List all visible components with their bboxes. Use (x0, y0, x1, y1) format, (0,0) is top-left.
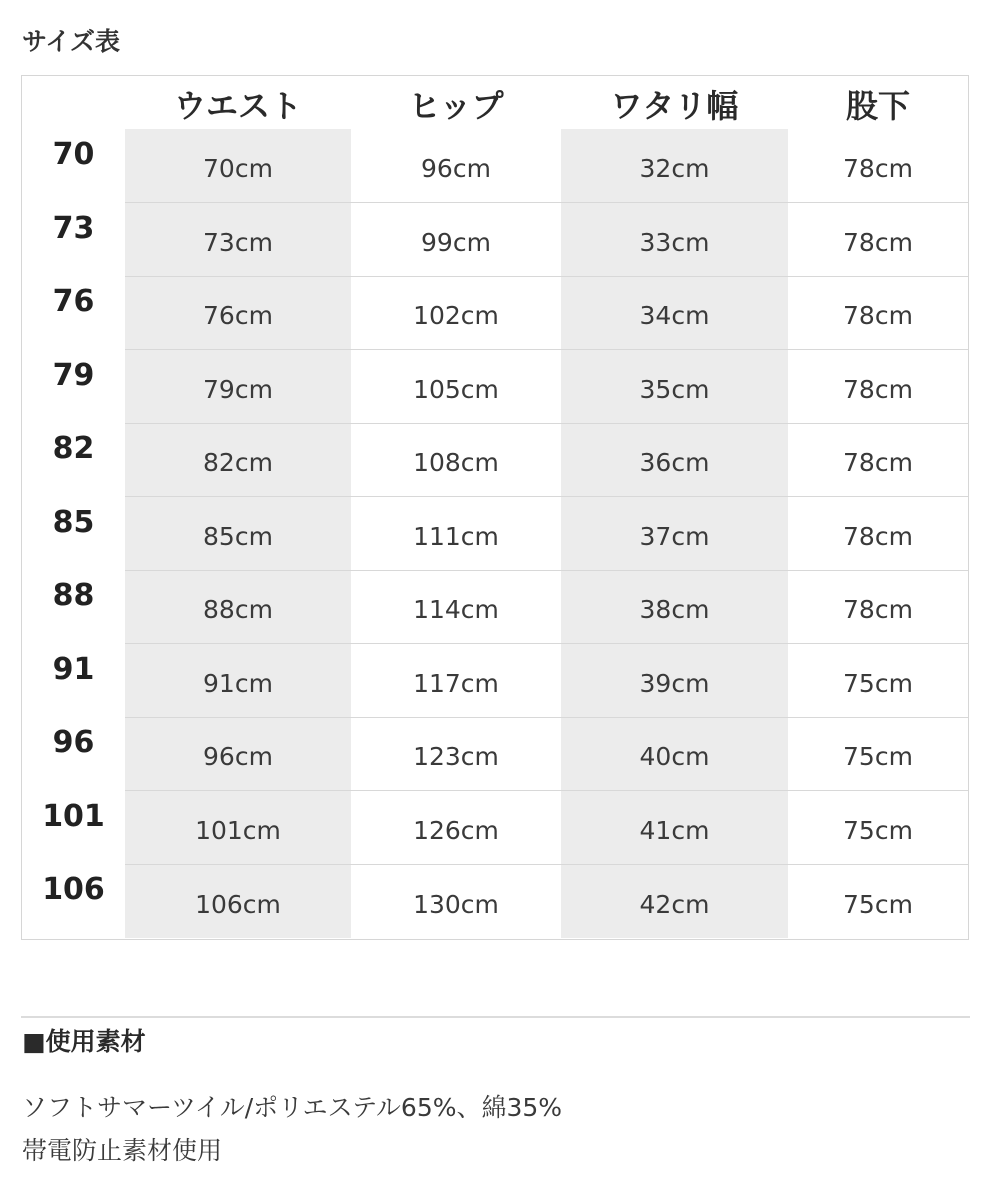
table-row (22, 276, 968, 350)
cell-inseam: 78cm (788, 423, 968, 497)
table-row (22, 350, 968, 424)
size-table (22, 76, 968, 938)
cell-inseam: 75cm (788, 644, 968, 718)
column-header-inseam: 股下 (788, 76, 968, 129)
cell-waist: 106cm (125, 864, 351, 938)
cell-inseam: 78cm (788, 203, 968, 277)
cell-inseam: 75cm (788, 717, 968, 791)
cell-inseam: 78cm (788, 276, 968, 350)
cell-waist: 70cm (125, 129, 351, 203)
table-row (22, 129, 968, 203)
cell-inseam: 78cm (788, 350, 968, 424)
cell-thigh-width: 37cm (561, 497, 788, 571)
cell-thigh-width: 41cm (561, 791, 788, 865)
cell-thigh-width: 40cm (561, 717, 788, 791)
cell-thigh-width: 34cm (561, 276, 788, 350)
cell-hip: 126cm (351, 791, 561, 865)
cell-thigh-width: 38cm (561, 570, 788, 644)
cell-hip: 123cm (351, 717, 561, 791)
size-label: 101 (42, 798, 105, 834)
size-label: 91 (52, 651, 95, 687)
cell-thigh-width: 33cm (561, 203, 788, 277)
cell-thigh-width: 32cm (561, 129, 788, 203)
cell-hip: 114cm (351, 570, 561, 644)
cell-waist: 76cm (125, 276, 351, 350)
cell-inseam: 78cm (788, 129, 968, 203)
material-composition: ソフトサマーツイル/ポリエステル65%、綿35% (22, 1093, 563, 1122)
column-header-thigh-width: ワタリ幅 (561, 76, 788, 129)
table-row (22, 570, 968, 644)
cell-inseam: 78cm (788, 570, 968, 644)
cell-waist: 91cm (125, 644, 351, 718)
table-row (22, 497, 968, 571)
cell-waist: 96cm (125, 717, 351, 791)
table-row (22, 423, 968, 497)
size-column-header (22, 76, 125, 129)
cell-waist: 73cm (125, 203, 351, 277)
cell-waist: 82cm (125, 423, 351, 497)
cell-hip: 130cm (413, 889, 499, 919)
table-row (22, 864, 968, 938)
size-label: 85 (52, 504, 95, 540)
size-label: 79 (52, 357, 95, 393)
cell-inseam: 75cm (843, 889, 913, 919)
cell-waist: 101cm (125, 791, 351, 865)
cell-waist: 79cm (125, 350, 351, 424)
size-label: 82 (52, 431, 95, 466)
size-label: 96 (52, 725, 95, 760)
cell-waist: 88cm (125, 570, 351, 644)
cell-thigh-width: 39cm (561, 644, 788, 718)
column-header-waist: ウエスト (125, 76, 351, 129)
size-label: 70 (52, 137, 95, 172)
table-row (22, 644, 968, 718)
cell-hip: 117cm (351, 644, 561, 718)
size-label: 76 (52, 284, 95, 319)
table-row (22, 717, 968, 791)
cell-thigh-width: 42cm (561, 864, 788, 938)
cell-hip: 105cm (351, 350, 561, 424)
size-chart-title: サイズ表 (22, 27, 121, 56)
section-divider (21, 1016, 970, 1018)
size-label: 88 (52, 578, 95, 613)
cell-inseam: 75cm (788, 791, 968, 865)
cell-waist: 85cm (125, 497, 351, 571)
table-row (22, 791, 968, 865)
cell-thigh-width: 35cm (561, 350, 788, 424)
material-note: 帯電防止素材使用 (22, 1136, 223, 1165)
cell-hip: 96cm (351, 129, 561, 203)
size-table-body (22, 129, 968, 938)
cell-inseam: 78cm (788, 497, 968, 571)
table-row (22, 203, 968, 277)
cell-hip: 102cm (351, 276, 561, 350)
cell-thigh-width: 36cm (561, 423, 788, 497)
cell-hip: 108cm (351, 423, 561, 497)
size-label: 73 (52, 210, 95, 246)
column-header-hip: ヒップ (351, 76, 561, 129)
material-heading: ■使用素材 (22, 1027, 146, 1056)
cell-hip: 99cm (351, 203, 561, 277)
size-chart (21, 75, 969, 940)
cell-hip: 111cm (351, 497, 561, 571)
size-table-header-row (22, 76, 968, 129)
size-label: 106 (42, 872, 105, 907)
